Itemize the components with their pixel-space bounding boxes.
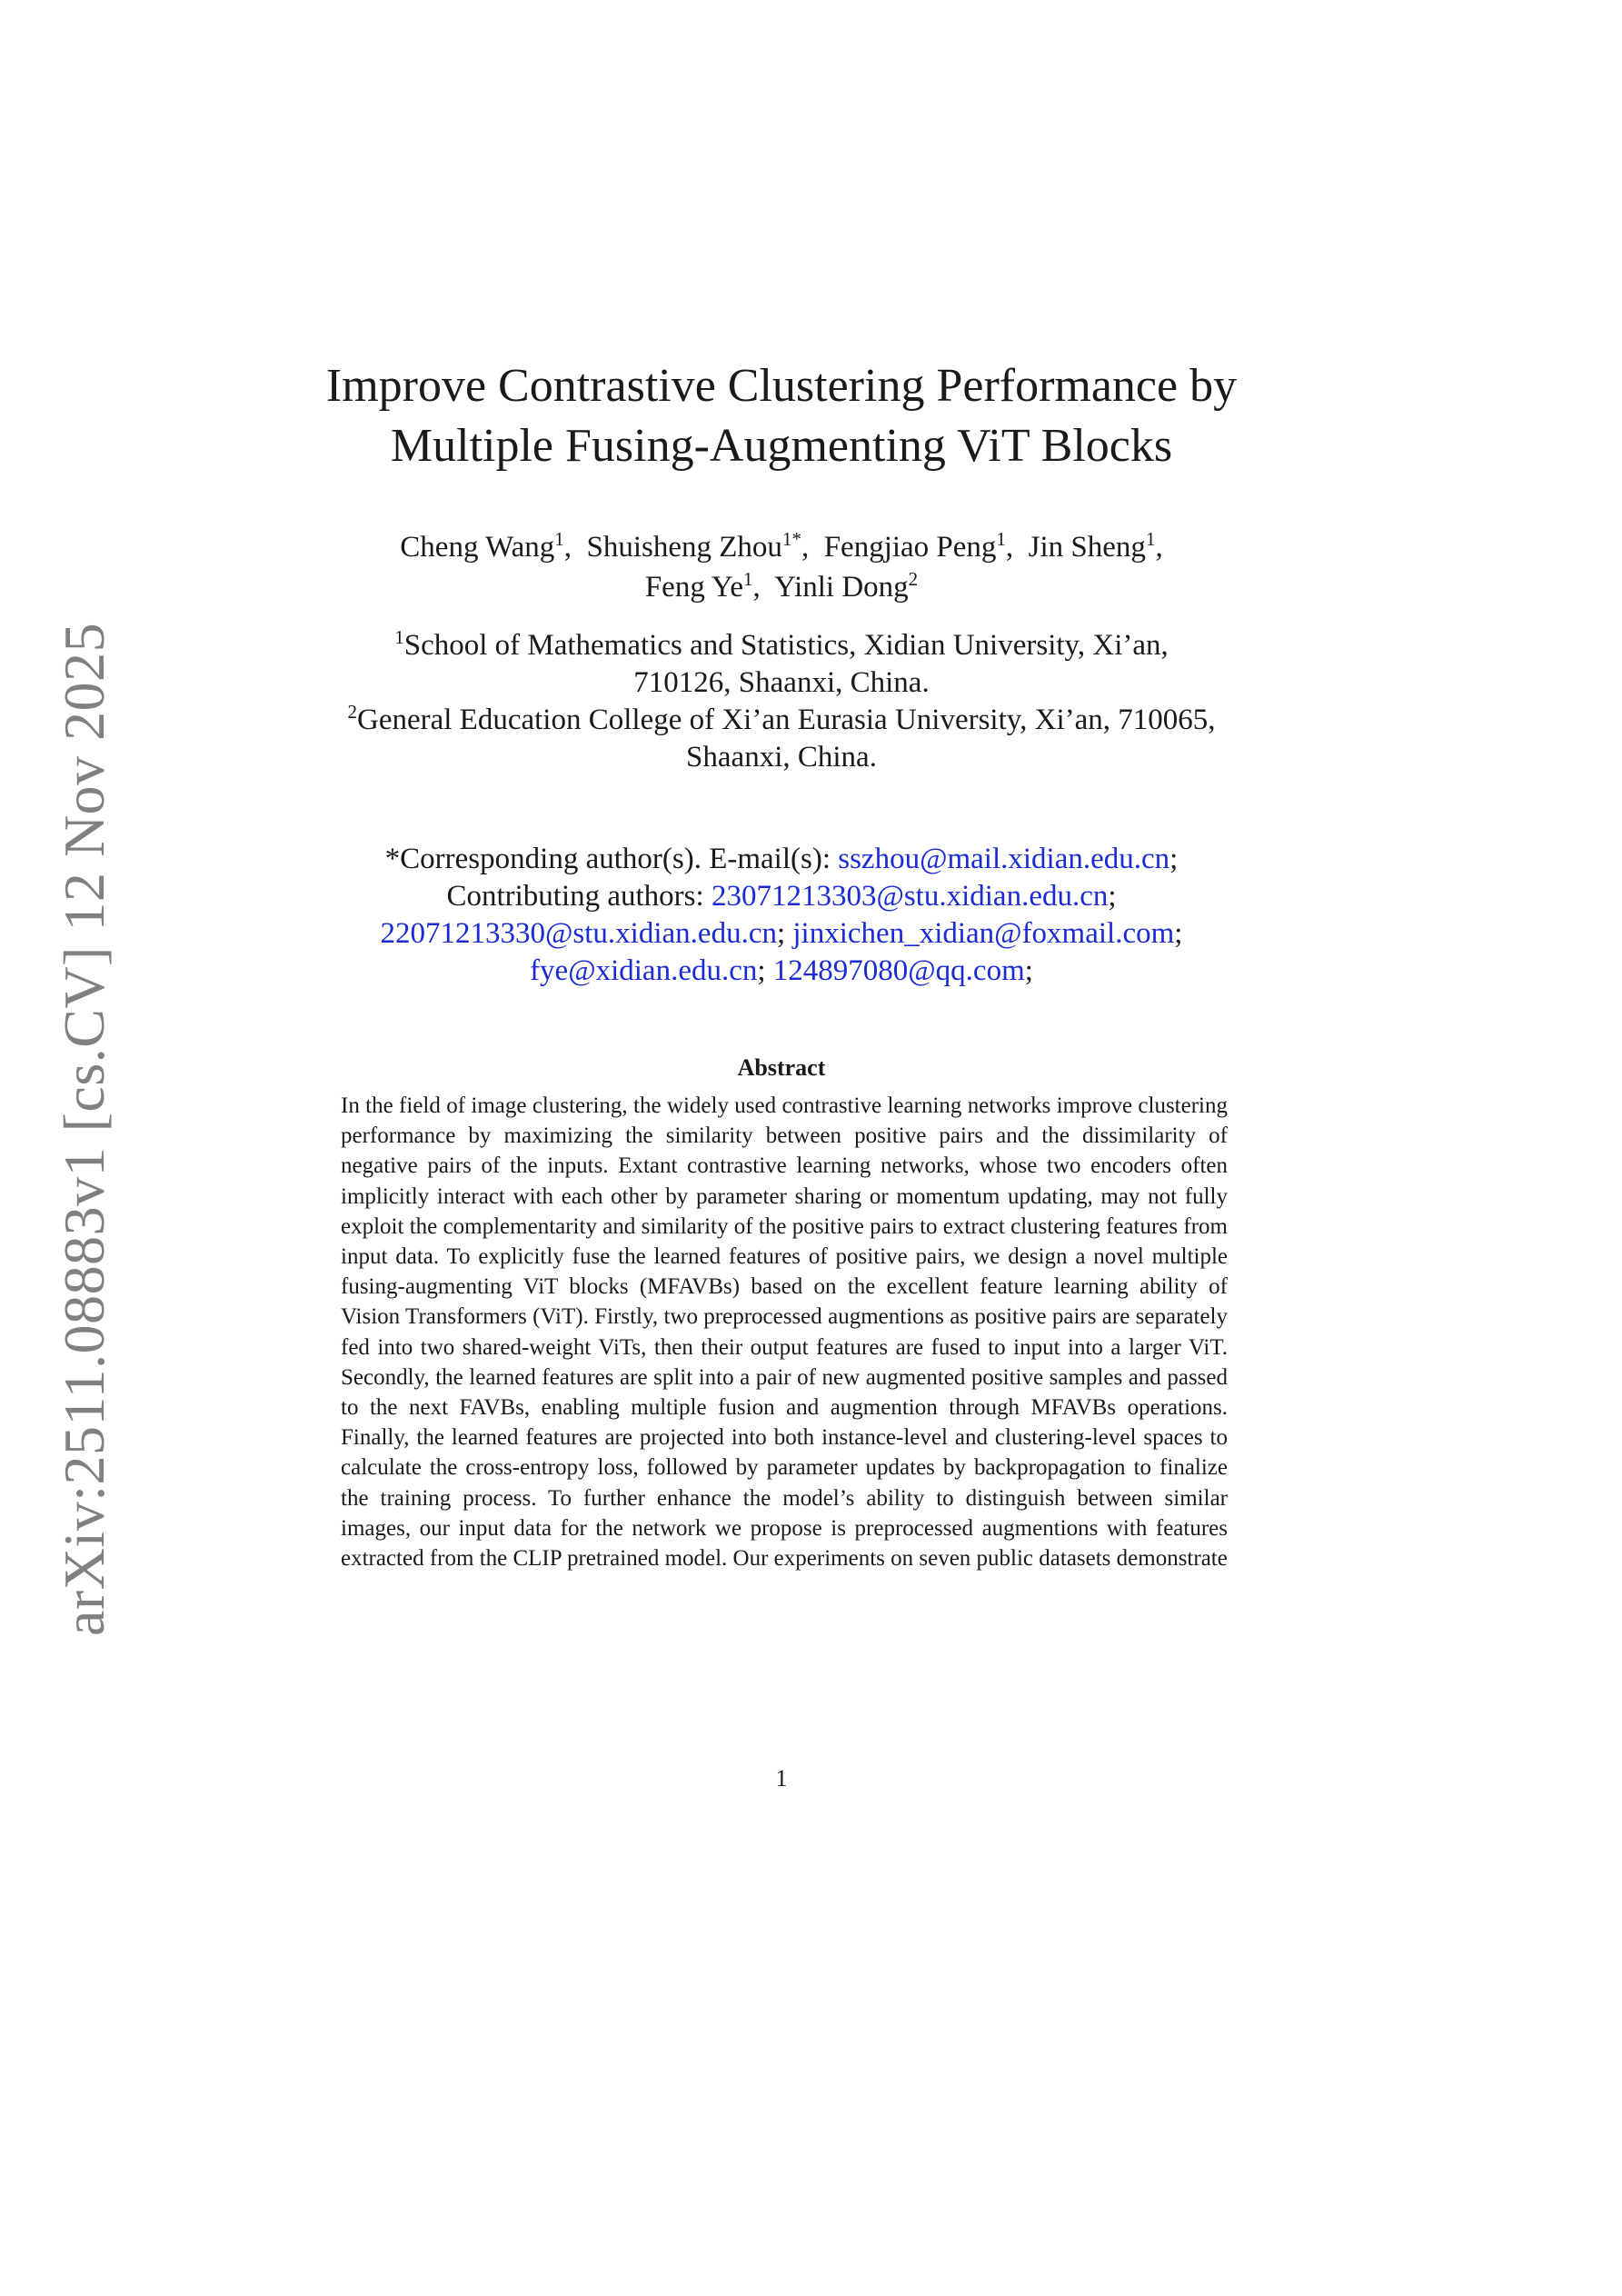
author-name: Shuisheng Zhou [586,531,782,564]
author-list: Cheng Wang$^1$, Shuisheng Zhou$^{1*}$, Fengjiao Peng$^1$, Jin Sheng$^1$, Feng Ye$^1$, Yinli Dong$^2$ [400,528,1163,604]
corresponding-email-link[interactable]: sszhou@mail.xidian.edu.cn [838,843,1170,875]
affiliation-2 [273,702,1290,776]
email-link[interactable]: jinxichen_xidian@foxmail.com [792,917,1175,950]
email-link[interactable]: 22071213330@stu.xidian.edu.cn [380,917,777,950]
abstract-text: In the field of image clustering, the widely used contrastive learning networks improve clustering performance by maximizing the similarity between positive pairs and the dissimilarity of negative pairs of the inputs. Extant contrastive learning networks, whose two encoders often implicitly interact with each other by parameter sharing or momentum updating, may not fully exploit the complementarity and similarity of the positive pairs to extract clustering features from input data. To explicitly fuse the learned features of positive pairs, we design a novel multiple fusing-augmenting ViT blocks (MFAVBs) based on the excellent feature learning ability of Vision Transformers (ViT). Firstly, two preprocessed augmentions as positive pairs are separately fed into two shared-weight ViTs, then their output features are fused to input into a larger ViT. Secondly, the learned features are split into a pair of new augmented positive samples and passed to the next FAVBs, enabling multiple fusion and augmention through MFAVBs operations. Finally, the learned features are projected into both instance-level and clustering-level spaces to calculate the cross-entropy loss, followed by parameter updates by backpropagation to finalize the training process. To further enhance the model’s ability to distinguish between similar images, our input data for the network we propose is preprocessed augmentions with features extracted from the CLIP pretrained model. Our experiments on seven public datasets demonstrate [341,1093,1228,1572]
separator: ; [1174,917,1183,950]
author-mark: 1 [996,528,1006,550]
author-mark: 1 [1145,528,1156,550]
email-link[interactable]: 124897080@qq.com [772,954,1025,987]
abstract-heading: Abstract [737,1054,826,1081]
separator: ; [776,917,786,950]
author-mark: 2 [908,568,919,590]
affiliation-mark: 2 [347,701,357,723]
author-mark: 1 [743,568,753,590]
contributing-label: Contributing authors: [446,880,704,913]
correspondence [273,841,1290,990]
author-mark: 1* [781,528,801,550]
separator: ; [1108,880,1117,913]
paper-title [273,356,1290,476]
email-link[interactable]: fye@xidian.edu.cn [530,954,758,987]
author-mark: 1 [554,528,564,550]
separator: ; [1169,843,1179,875]
author-name: Cheng Wang [400,531,555,564]
page-number: 1 [775,1765,788,1792]
affiliation-line: Shaanxi, China. [686,741,877,774]
author-name: Jin Sheng [1028,531,1146,564]
arxiv-identifier: arXiv:2511.08883v1 [cs.CV] 12 Nov 2025 [52,622,116,1636]
affiliation-1 [273,627,1290,702]
affiliation-mark: 1 [394,626,404,648]
corresponding-label: *Corresponding author(s). E-mail(s): [384,843,831,875]
author-name: Feng Ye [644,571,744,604]
email-link[interactable]: 23071213303@stu.xidian.edu.cn [711,880,1109,913]
affiliation-line: School of Mathematics and Statistics, Xidian University, Xi’an, [403,629,1169,662]
affiliations [273,627,1290,776]
affiliation-line: 710126, Shaanxi, China. [633,666,930,699]
separator: ; [757,954,766,987]
affiliation-line: General Education College of Xi’an Eurasia University, Xi’an, 710065, [357,704,1216,736]
title-line-2: Multiple Fusing-Augmenting ViT Blocks [390,420,1173,472]
author-name: Yinli Dong [774,571,909,604]
separator: ; [1024,954,1033,987]
author-name: Fengjiao Peng [823,531,997,564]
title-line-1: Improve Contrastive Clustering Performance by [325,360,1238,412]
